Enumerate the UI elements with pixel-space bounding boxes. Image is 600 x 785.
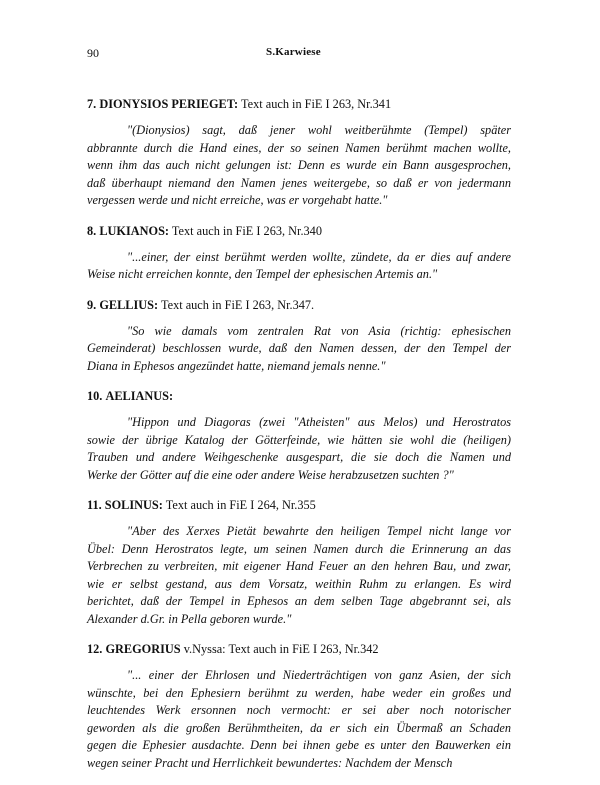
quote-line: Gemeinderat) beschlossen wurde, daß den Namen dessen, der den Tempel der — [87, 341, 511, 355]
quote-line: wegen seiner Pracht und Herrlichkeit bewundertes: Nachdem der Mensch — [87, 755, 453, 770]
quote-line: wenn ihm das auch nicht gelungen ist: Denn es wurde ein Bann ausgesprochen, — [87, 158, 511, 172]
quote-line: geworden als die großen Berühmtheiten, da er sich ein Übermaß an Schaden — [87, 720, 511, 735]
quote-line: sowie der übrige Katalog der Götterfeinde, wie hätten sie wohl die (heiligen) — [87, 432, 511, 447]
section-heading — [87, 388, 511, 404]
quote-line: "Aber des Xerxes Pietät bewahrte den heiligen Tempel nicht lange vor — [127, 524, 511, 538]
quotation — [87, 667, 511, 772]
quote-line: abbrannte durch die Hand eines, der so seinen Namen berühmt machen wollte, — [87, 140, 511, 155]
quote-line: Diana in Ephesos angezündet hatte, niemand jemals nenne." — [87, 358, 386, 373]
author-name: GELLIUS: — [99, 297, 159, 312]
section-number: 8. — [87, 223, 97, 238]
quote-line: "(Dionysios) sagt, daß jener wohl weitberühmte (Tempel) später — [127, 123, 511, 137]
section-heading — [87, 497, 511, 513]
quote-line: Verbrechen zu verbreiten, mit eigener Hand Feuer an den hehren Bau, und zwar, — [87, 559, 511, 573]
quote-line: Weise nicht erreichen konnte, den Tempel der ephesischen Artemis an." — [87, 267, 438, 281]
author-name: GREGORIUS — [105, 642, 181, 656]
quote-line: "Hippon und Diagoras (zwei "Atheisten" aus Melos) und Herostratos — [127, 415, 511, 429]
quote-line: Trauben und andere Weihgeschenke ausgespart, die sie doch die Namen und — [87, 450, 511, 464]
section-number: 9. — [87, 297, 97, 312]
running-head: S.Karwiese — [266, 46, 321, 58]
section-heading — [87, 641, 511, 657]
author-name: DIONYSIOS PERIEGET: — [99, 97, 239, 111]
section-number: 10. — [87, 389, 103, 403]
quote-line: vergessen werde und nicht erreiche, was er vorgehabt hatte." — [87, 193, 388, 207]
quote-line: Werke der Götter auf die eine oder andere Weise herabzusetzen suchten ?" — [87, 467, 454, 482]
quote-line: Alexander d.Gr. in Pella geboren wurde." — [87, 611, 292, 626]
quote-line: wünschte, bei den Ephesiern berühmt zu werden, habe weder ein großes und — [87, 685, 511, 700]
text-reference: Text auch in FiE I 263, Nr.340 — [171, 223, 322, 238]
text-reference: Text auch in FiE I 263, Nr.341 — [241, 97, 392, 111]
quote-line: Übel: Denn Herostratos legte, um seinen Namen durch die Erinnerung an das — [87, 541, 511, 556]
author-name: SOLINUS: — [104, 498, 163, 512]
author-name: AELIANUS: — [105, 389, 174, 403]
quote-line: wie er selbst gestand, aus dem Vorsatz, weithin Ruhm zu erlangen. Es wird — [87, 576, 511, 591]
section-number: 11. — [87, 498, 102, 512]
section-heading — [87, 223, 511, 239]
section-heading — [87, 297, 511, 313]
quote-line: "So wie damals vom zentralen Rat von Asia (richtig: ephesischen — [127, 323, 511, 338]
quote-line: berichtet, daß der Tempel in Ephesos an dem selben Tage abgebrannt sei, als — [87, 594, 511, 608]
quote-line: daß überhaupt niemand den Namen jenes weitergebe, so daß er von jedermann — [87, 175, 511, 190]
section-heading — [87, 96, 511, 112]
text-reference: v.Nyssa: Text auch in FiE I 263, Nr.342 — [183, 642, 379, 656]
quotation — [87, 414, 511, 484]
quote-line: "... einer der Ehrlosen und Niederträchtigen von ganz Asien, der sich — [127, 668, 511, 682]
document-body — [87, 96, 511, 785]
quote-line: "...einer, der einst berühmt werden wollte, zündete, da er dies auf andere — [127, 249, 511, 264]
quotation — [87, 122, 511, 210]
author-name: LUKIANOS: — [99, 223, 170, 238]
section-number: 7. — [87, 97, 97, 111]
text-reference: Text auch in FiE I 263, Nr.347. — [160, 297, 315, 312]
page-number: 90 — [87, 46, 99, 60]
quote-line: leuchtendes Werk ersonnen noch vermocht: er sei aber noch notorischer — [87, 703, 511, 717]
quotation — [87, 249, 511, 284]
quote-line: gegen die Ephesier ausdachte. Denn bei ihnen gebe es unter den Bauwerken ein — [87, 738, 511, 752]
quotation — [87, 523, 511, 628]
quotation — [87, 323, 511, 376]
section-number: 12. — [87, 642, 103, 656]
text-reference: Text auch in FiE I 264, Nr.355 — [165, 498, 316, 512]
